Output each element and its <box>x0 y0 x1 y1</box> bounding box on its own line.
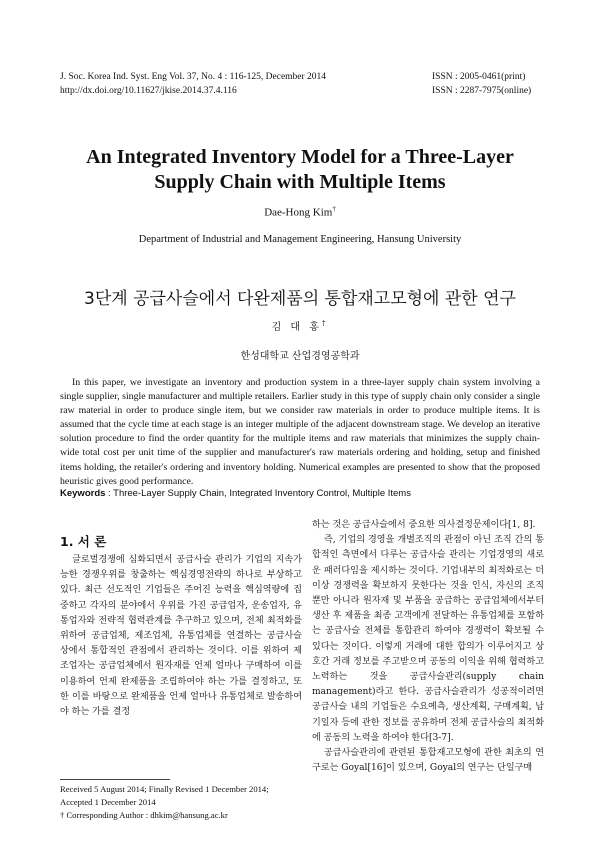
footnote-accepted: Accepted 1 December 2014 <box>60 797 156 807</box>
right-column-body <box>312 518 544 776</box>
right-paragraph-1: 하는 것은 공급사슬에서 중요한 의사결정문제이다[1, 8]. <box>312 520 536 530</box>
affiliation-english: Department of Industrial and Management Engineering, Hansung University <box>138 234 462 245</box>
footnote-corresponding <box>60 809 300 822</box>
english-title-line-2: Supply Chain with Multiple Items <box>154 171 446 193</box>
left-column-body: 글로벌경쟁에 심화되면서 공급사슬 관리가 기업의 지속가능한 경쟁우위를 창출하는 핵심경영전략의 하나로 부상하고 있다. 최근 선도적인 기업들은 주어진 능력을 핵심역량에 집중하고 각자의 분야에서 우위를 가진 공급업자, 운송업자, 유통업자와 전략적 협력관계를 추구하고 있으며, 전체 최적화를 위하여 공급업체, 제조업체, 유통업체를 연결하는 공급사슬 상에서 통합적인 관점에서 관리하는 것이다. 이를 위하여 제조업자는 공급업체에서 원자재를 언제 얼마나 구매하여 이를 이용하여 언제 완제품을 조립하여야 하는 가를 결정하고, 또한 이를 바탕으로 완제품을 언제 얼마나 유통업체로 발송하여야 하는 가를 결정 <box>60 555 302 718</box>
abstract: In this paper, we investigate an inventory and production system in a three-layer supply chain system involving a single supplier, single manufacturer and multiple retailers. Earlier study in this type of supply chain only consider a single raw material in order to produce single item, but we consider raw materials in order to produce multiple items. It is assumed that the cycle time at each stage is an integer multiple of the adjacent downstream stage. We develop an iterative solution procedure to find the order quantity for the multiple items and raw materials that minimizes the supply chain-wide total cost per unit time of the supplier and manufacturer's raw materials ordering and holding, setup and finished items holding, the retailer's ordering and inventory holding. Numerical examples are presented to show that the proposed heuristic gives good performance. <box>60 377 540 487</box>
corresponding-mark: † <box>332 205 336 213</box>
author-korean <box>0 318 600 333</box>
footnote-corr-text: Corresponding Author : dhkim@hansung.ac.kr <box>66 810 228 820</box>
footnote-received: Received 5 August 2014; Finally Revised 1 December 2014; <box>60 784 269 794</box>
keywords-label: Keywords <box>60 488 106 499</box>
journal-citation: J. Soc. Korea Ind. Syst. Eng Vol. 37, No. 4 : 116-125, December 2014 <box>60 72 327 82</box>
footnote-corr-mark: † <box>60 810 65 820</box>
author-korean-name: 김 대 홍 <box>271 322 322 333</box>
keywords <box>60 488 411 499</box>
author-name: Dae-Hong Kim <box>264 206 333 219</box>
issn-print: ISSN : 2005-0461(print) <box>432 72 526 82</box>
footnote-divider <box>60 779 170 780</box>
english-title-line-1: An Integrated Inventory Model for a Three-Layer <box>86 146 514 168</box>
author-english <box>0 205 600 219</box>
journal-header-left <box>60 70 326 98</box>
affiliation-korean: 한성대학교 산업경영공학과 <box>240 351 360 362</box>
corresponding-mark-korean: † <box>321 319 329 328</box>
english-title <box>0 145 600 195</box>
doi-link[interactable]: http://dx.doi.org/10.11627/jkise.2014.37.4.116 <box>60 86 237 96</box>
right-paragraph-3: 공급사슬관리에 관련된 통합재고모형에 관한 최초의 연구로는 Goyal[16]이 있으며, Goyal의 연구는 단일구매 <box>312 748 544 774</box>
footnotes <box>60 783 300 822</box>
korean-title: 3단계 공급사슬에서 다완제품의 통합재고모형에 관한 연구 <box>84 289 516 309</box>
right-paragraph-2: 즉, 기업의 경영을 개별조직의 관점이 아닌 조직 간의 통합적인 측면에서 다루는 공급사슬 관리는 기업경영의 새로운 패러다임을 제시하는 것이다. 기업내부의 최적화로는 더 이상 경쟁력을 확보하지 못한다는 것을 인식, 자신의 조직뿐만 아니라 원자재 및 부품을 공급하는 공급업체에서부터 생산 후 제품을 최종 고객에게 전달하는 유통업체를 포함하는 공급사슬 전체를 통합관리 하여야 경쟁력이 확보될 수 있다는 것이다. 이렇게 거래에 대한 합의가 이루어지고 상호간 거래 정보를 주고받으며 공동의 이익을 위해 협력하고 노력하는 것을 공급사슬관리(supply chain management)라고 한다. 공급사슬관리가 성공적이려면 공급사슬 내의 기업들은 수요예측, 생산계획, 구매계획, 납기일자 등에 관한 정보를 공유하며 전체 공급사슬의 최적화에 공동의 노력을 하여야 한다[3-7]. <box>312 535 544 743</box>
journal-header-right <box>432 70 531 98</box>
section-heading-introduction: 1. 서 론 <box>60 534 107 549</box>
keywords-list: : Three-Layer Supply Chain, Integrated Inventory Control, Multiple Items <box>105 488 411 499</box>
issn-online: ISSN : 2287-7975(online) <box>432 86 532 96</box>
